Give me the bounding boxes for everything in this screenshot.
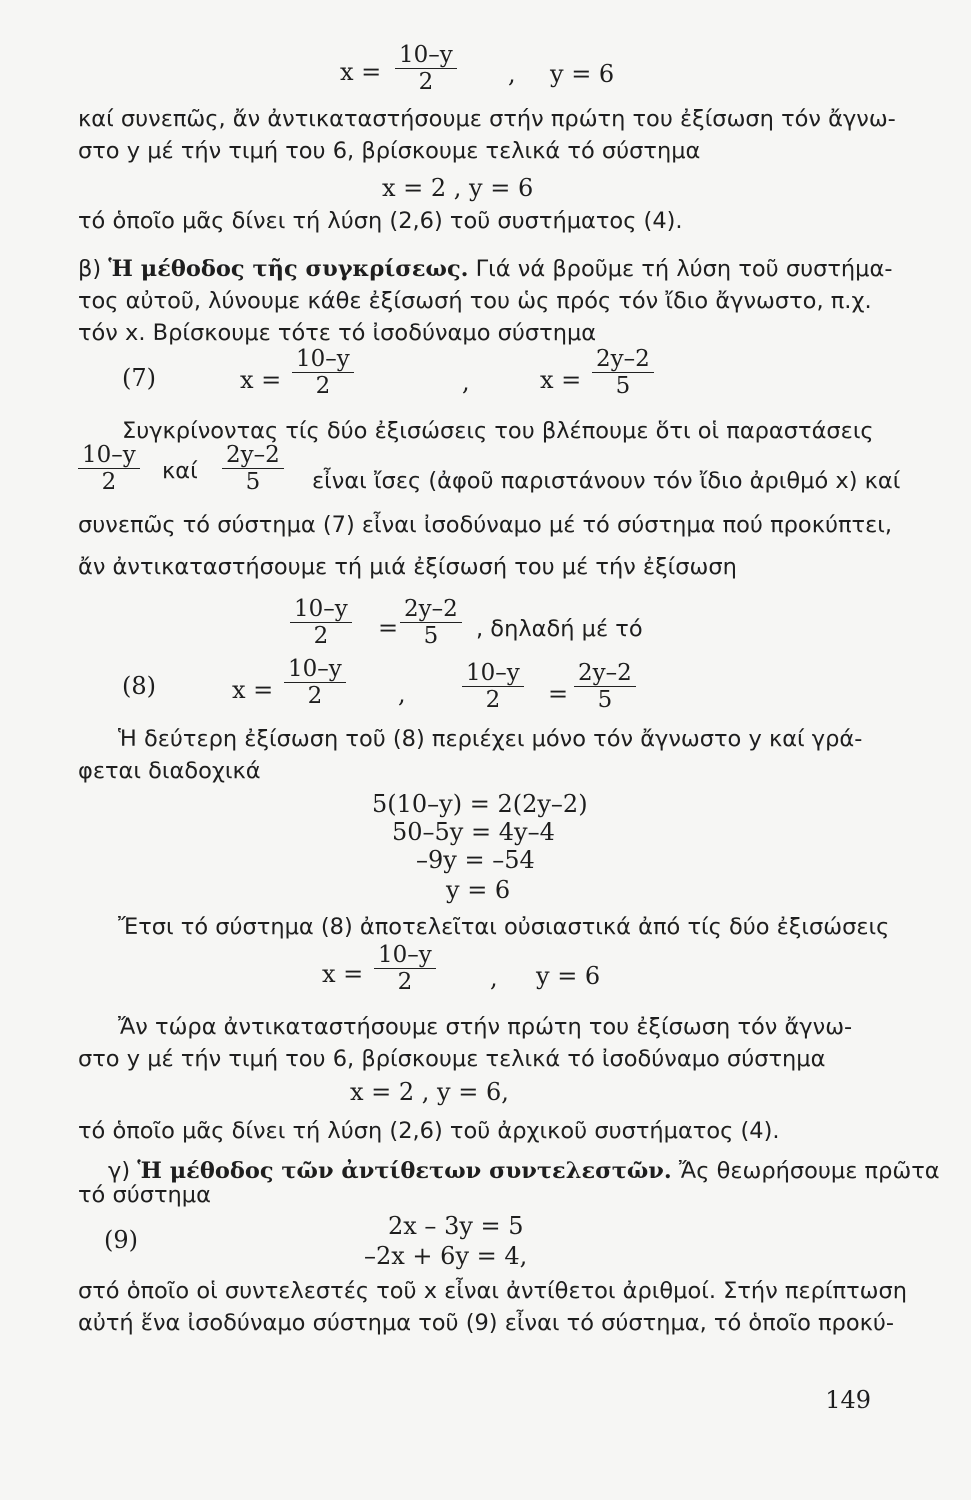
step-1: 5(10–y) = 2(2y–2) — [372, 790, 588, 818]
eq9-line-2: –2x + 6y = 4, — [364, 1242, 528, 1270]
inline-fraction-2y-2: 2y–2 5 — [222, 442, 284, 495]
text-line: τόν x. Βρίσκουμε τότε τό ἰσοδύναμο σύστημα — [78, 320, 597, 346]
eq9-line-1: 2x – 3y = 5 — [388, 1212, 524, 1240]
eq8-equals: = — [548, 680, 569, 708]
text-line: , δηλαδή μέ τό — [476, 616, 643, 642]
eq7-sep: , — [462, 368, 470, 396]
eq-top-y: y = 6 — [550, 60, 615, 88]
text-kai: καί — [162, 458, 198, 484]
text-line: φεται διαδοχικά — [78, 758, 261, 784]
text-line: στό ὁποῖο οἱ συντελεστές τοῦ x εἶναι ἀντίθετοι ἀριθμοί. Στήν περίπτωση — [78, 1278, 907, 1304]
eq7-fraction-2: 2y–2 5 — [592, 346, 654, 399]
eq7-x1: x = — [240, 366, 282, 394]
eq8-fraction-2: 10–y 2 — [462, 660, 524, 713]
page-number: 149 — [825, 1386, 871, 1414]
eq9-label: (9) — [104, 1226, 138, 1254]
text-line: στο y μέ τήν τιμή του 6, βρίσκουμε τελικά τό σύστημα — [78, 138, 701, 164]
inline-fraction-10-y: 10–y 2 — [78, 442, 140, 495]
eq-top-fraction: 10–y 2 — [395, 42, 457, 95]
text-line: Συγκρίνοντας τίς δύο ἐξισώσεις του βλέπουμε ὅτι οἱ παραστάσεις — [122, 418, 874, 444]
text-line: καί συνεπῶς, ἄν ἀντικαταστήσουμε στήν πρώτη του ἐξίσωση τόν ἄγνω- — [78, 106, 896, 132]
text-line: Ἄν τώρα ἀντικαταστήσουμε στήν πρώτη του ἐξίσωση τόν ἄγνω- — [118, 1014, 853, 1040]
text-line: τό σύστημα — [78, 1182, 211, 1208]
eq-top-x: x = — [340, 58, 382, 86]
section-gamma: γ) Ἡ μέθοδος τῶν ἀντίθετων συντελεστῶν. Ἄς θεωρήσουμε πρῶτα — [108, 1158, 940, 1184]
text-line: αὐτή ἕνα ἰσοδύναμο σύστημα τοῦ (9) εἶναι τό σύστημα, τό ὁποῖο προκύ- — [78, 1310, 894, 1336]
eq-b-x: x = — [322, 960, 364, 988]
eq8-sep: , — [398, 680, 406, 708]
equation-x2-y6: x = 2 , y = 6 — [382, 174, 534, 202]
section-beta: β) Ἡ μέθοδος τῆς συγκρίσεως. Γιά νά βροῦμε τή λύση τοῦ συστήμα- — [78, 256, 893, 282]
step-2: 50–5y = 4y–4 — [392, 818, 555, 846]
eq7-fraction-1: 10–y 2 — [292, 346, 354, 399]
cmp-fraction-1: 10–y 2 — [290, 596, 352, 649]
text-line: ἄν ἀντικαταστήσουμε τή μιά ἐξίσωσή του μέ τήν ἐξίσωση — [78, 554, 737, 580]
eq8-x: x = — [232, 676, 274, 704]
eq-top-sep: , — [508, 60, 516, 88]
eq8-fraction-3: 2y–2 5 — [574, 660, 636, 713]
text-line: Ἔτσι τό σύστημα (8) ἀποτελεῖται οὐσιαστικά ἀπό τίς δύο ἐξισώσεις — [118, 914, 890, 940]
eq7-label: (7) — [122, 364, 156, 392]
cmp-fraction-2: 2y–2 5 — [400, 596, 462, 649]
text-line: τος αὐτοῦ, λύνουμε κάθε ἐξίσωσή του ὡς πρός τόν ἴδιο ἄγνωστο, π.χ. — [78, 288, 872, 314]
cmp-equals: = — [378, 614, 399, 642]
text-line: τό ὁποῖο μᾶς δίνει τή λύση (2,6) τοῦ ἀρχικοῦ συστήματος (4). — [78, 1118, 780, 1144]
eq8-fraction-1: 10–y 2 — [284, 656, 346, 709]
text-line: τό ὁποῖο μᾶς δίνει τή λύση (2,6) τοῦ συστήματος (4). — [78, 208, 683, 234]
text-line: Ἡ δεύτερη ἐξίσωση τοῦ (8) περιέχει μόνο τόν ἄγνωστο y καί γρά- — [118, 726, 863, 752]
text-line: στο y μέ τήν τιμή του 6, βρίσκουμε τελικά τό ἰσοδύναμο σύστημα — [78, 1046, 826, 1072]
text-line: εἶναι ἴσες (ἀφοῦ παριστάνουν τόν ἴδιο ἀριθμό x) καί — [312, 468, 901, 494]
eq8-label: (8) — [122, 672, 156, 700]
text-line: συνεπῶς τό σύστημα (7) εἶναι ἰσοδύναμο μέ τό σύστημα πού προκύπτει, — [78, 512, 892, 538]
eq-b-fraction: 10–y 2 — [374, 942, 436, 995]
eq7-x2: x = — [540, 366, 582, 394]
step-3: –9y = –54 — [416, 846, 535, 874]
equation-x2-y6-final: x = 2 , y = 6, — [350, 1078, 509, 1106]
eq-b-sep: , — [490, 964, 498, 992]
eq-b-y: y = 6 — [536, 962, 601, 990]
step-4: y = 6 — [446, 876, 511, 904]
